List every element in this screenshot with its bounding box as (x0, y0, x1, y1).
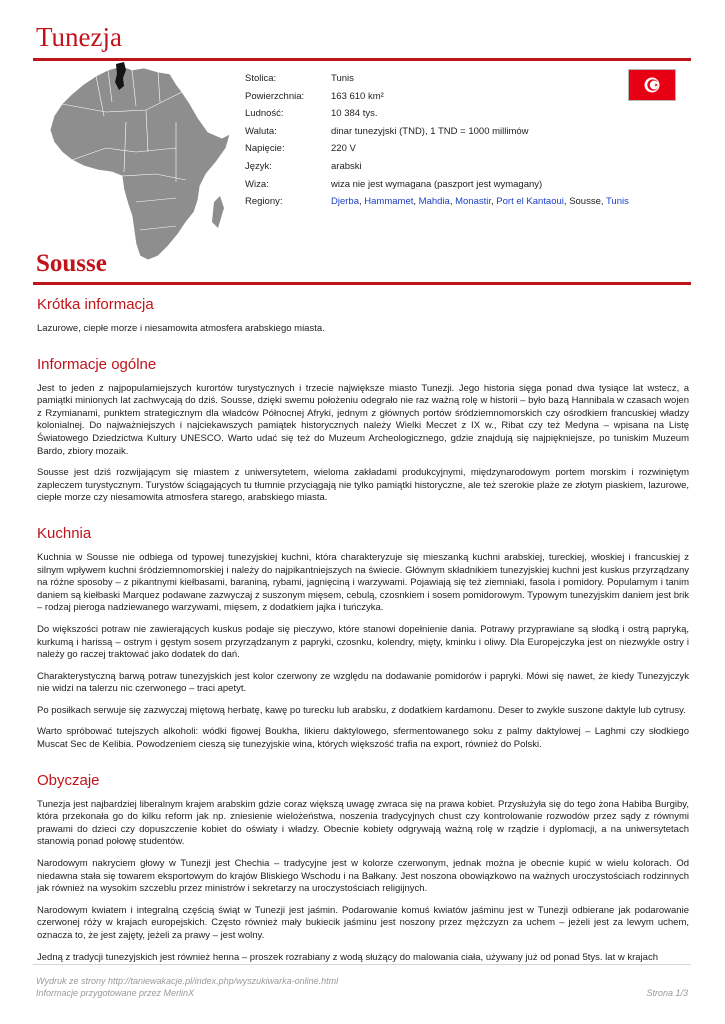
paragraph: Narodowym kwiatem i integralną częścią świąt w Tunezji jest jaśmin. Podarowanie komuś kwiatów jaśminu jest w Tunezji odbierane jak podarowanie czerwonej róży w krajach europejskich. Często również mały bukiecik jaśminu jest noszony przez mężczyzn za uchem – jeżeli jest za lewym uchem, oznacza to, że jest zajęty, jeżeli za prawy – jest wolny. (37, 904, 689, 941)
info-table (245, 70, 645, 211)
info-value: 220 V (331, 143, 356, 155)
region-link-djerba[interactable]: Djerba (331, 196, 359, 208)
info-label: Napięcie: (245, 143, 285, 155)
paragraph: Kuchnia w Sousse nie odbiega od typowej tunezyjskiej kuchni, która charakteryzuje się mieszanką kuchni arabskiej, tureckiej, włoskiej i francuskiej z silnym wpływem kuchni śródziemnomorskiej i należy do najpikantniejszych na świecie. Głównym składnikiem tunezyjskiej kuchni jest kuskus przyrządzany na różne sposoby – z pikantnymi kiełbasami, baraniną, rybami, jagnięciną i warzywami. Pojawiają się też ziemniaki, fasola i pomidory. Popularnym i tanim daniem są kiełbaski Marquez podawane zazwyczaj z suszonym mięsem, cebulą, czosnkiem i sosem pomidorowym. Typowym tunezyjskim daniem jest brik – rodzaj pieroga nadziewanego warzywami, mięsem, z dodatkiem jajka i tuńczyka. (37, 551, 689, 614)
main-content (37, 296, 689, 984)
section-title: Krótka informacja (37, 296, 154, 313)
info-label: Język: (245, 160, 272, 172)
paragraph: Lazurowe, ciepłe morze i niesamowita atmosfera arabskiego miasta. (37, 323, 325, 334)
info-row-voltage (245, 140, 645, 158)
info-value: 10 384 tys. (331, 108, 378, 120)
info-row-currency (245, 123, 645, 141)
info-row-capital (245, 70, 645, 88)
info-row-area (245, 88, 645, 106)
madagascar (212, 196, 224, 228)
paragraph: Charakterystyczną barwą potraw tunezyjskich jest kolor czerwony ze względu na dodawanie pomidorów i papryki. Mówi się nawet, że kiedy Tunezyjczyk nie widzi na talerzu nic czerwonego – traci apetyt. (37, 670, 689, 695)
region-link-port-el-kantaoui[interactable]: Port el Kantaoui (496, 196, 564, 208)
section-cuisine (37, 525, 689, 752)
paragraph: Narodowym nakryciem głowy w Tunezji jest Chechia – tradycyjne jest w kolorze czerwonym, jednak można je obecnie kupić w wielu kolorach. Od niedawna stała się towarem eksportowym do krajów Bliskiego Wschodu i na Bałkany. Jest noszona obowiązkowo na ważnych uroczystościach rodzinnych jak również na wysokim szczeblu przez ministrów i sekretarzy na uroczystościach religijnych. (37, 858, 689, 895)
page-title: Tunezja (36, 22, 122, 52)
paragraph: Tunezja jest najbardziej liberalnym krajem arabskim gdzie coraz większą uwagę zwraca się na prawa kobiet. Przysłużyła się do tego żona Habiba Burgiby, która przekonała go do kilku reform jak np. zniesienie wielożeństwa, noszenia tradycyjnych chust czy kontrolowanie rozwodów przez sądy z równymi prawami do dzieci czy dopuszczenie kobiet do oświaty i władzy. Obecnie kobiety odgrywają ważną rolę w rządzie i dyplomacji, a na uniwersytetach stanowią ponad połowę studentów. (37, 798, 689, 848)
africa-continent (50, 66, 230, 260)
info-label: Stolica: (245, 73, 277, 84)
info-value: 163 610 km² (331, 90, 384, 102)
paragraph: Sousse jest dziś rozwijającym się miastem z uniwersytetem, wieloma zakładami produkcyjnymi, międzynarodowym portem morskim i rozwiniętym zapleczem turystycznym. Turystów ściągających tu tłumnie przyciągają nie tylko pamiątki historyczne, ale też szerokie plaże ze złotym piaskiem, lazurowe, ciepłe morze czy niesamowita atmosfera starego, arabskiego miasta. (37, 467, 689, 504)
info-label: Wiza: (245, 178, 269, 190)
info-value: dinar tunezyjski (TND), 1 TND = 1000 millimów (331, 125, 529, 137)
region-link-tunis[interactable]: Tunis (605, 196, 629, 208)
region-link-mahdia[interactable]: Mahdia (418, 196, 450, 208)
page-number: Strona 1/3 (646, 988, 688, 998)
footer-source: Wydruk ze strony http://taniewakacje.pl/index.php/wyszukiwarka-online.html (36, 976, 339, 986)
city-title: Sousse (36, 250, 107, 277)
info-row-population (245, 105, 645, 123)
footer (36, 975, 688, 999)
section-title: Kuchnia (37, 524, 92, 542)
section-general-info (37, 356, 689, 505)
info-label: Powierzchnia: (245, 90, 305, 102)
footer-divider (33, 964, 691, 965)
info-value: Tunis (331, 73, 354, 84)
info-value: arabski (331, 160, 362, 172)
city-divider (33, 282, 691, 285)
paragraph: Jest to jeden z najpopularniejszych kurortów turystycznych i trzecie największe miasto Tunezji. Jego historia sięga ponad dwa tysiące lat wstecz, a pamiątki minionych lat zachwycają do dziś. Sousse, dzięki swemu położeniu odegrało nie raz ważną rolę w historii – było bazą Hannibala w czasach wojen z Rzymianami, punktem strategicznym dla władców Północnej Afryki, jednym z głównych portów śródziemnomorskich czy ośrodkiem francuskiej władzy kolonialnej. Do najważniejszych i najciekawszych pamiątek historycznych należy Wielki Meczet z IX w., Ribat czy też Medyna – wpisana na Listę Światowego Dziedzictwa Kultury UNESCO. Warto udać się też do Muzeum Archeologicznego, gdzie znajdują się najpiękniejsze, po tuniskim Muzeum Bardo, zbiory mozaik. (37, 382, 689, 457)
paragraph: Po posiłkach serwuje się zazwyczaj miętową herbatę, kawę po turecku lub arabsku, z dodatkiem kardamonu. Deser to zwykle suszone daktyle lub cytrusy. (37, 704, 686, 716)
paragraph: Jedną z tradycji tunezyjskich jest również henna – proszek rozrabiany z wodą służący do malowania ciała, używany już od ponad 5tys. lat w krajach (37, 951, 658, 963)
info-row-visa (245, 176, 645, 194)
info-value: wiza nie jest wymagana (paszport jest wymagany) (331, 178, 543, 190)
section-customs (37, 772, 689, 965)
section-title: Informacje ogólne (37, 355, 157, 373)
section-short-info (37, 296, 689, 336)
tunisia-flag-icon (628, 69, 676, 101)
region-link-hammamet[interactable]: Hammamet (364, 196, 414, 208)
title-divider (33, 58, 691, 61)
info-row-regions (245, 193, 645, 211)
info-label: Waluta: (245, 125, 277, 137)
footer-credit: Informacje przygotowane przez MerlinX (36, 988, 195, 998)
section-title: Obyczaje (37, 771, 100, 789)
regions-list: Djerba, Hammamet, Mahdia, Monastir, Port el Kantaoui, Sousse, Tunis (331, 196, 629, 208)
paragraph: Do większości potraw nie zawierających kuskus podaje się pieczywo, które stanowi dopełnienie dania. Potrawy przyprawiane są słodką i ostrą papryką, kurkumą i harissą – ostrym i gęstym sosem przyrządzanym z papryki, czosnku, kolendry, mięty, kminku i oliwy. Dla Europejczyka jest on niezwykle ostry i należy go raczej traktować jako dodatek do dań. (37, 623, 689, 661)
region-current-sousse: Sousse (569, 196, 601, 208)
info-label: Ludność: (245, 108, 284, 120)
africa-map (36, 62, 236, 272)
region-link-monastir[interactable]: Monastir (455, 196, 492, 208)
info-row-language (245, 158, 645, 176)
paragraph: Warto spróbować tutejszych alkoholi: wódki figowej Boukha, likieru daktylowego, sfermentowanego soku z palmy daktylowej – Laghmi czy słodkiego Muscat Sec de Kelibia. Powodzeniem cieszą się tunezyjskie wina, których większość trafia na export, również do Polski. (37, 726, 689, 751)
info-label: Regiony: (245, 196, 283, 208)
